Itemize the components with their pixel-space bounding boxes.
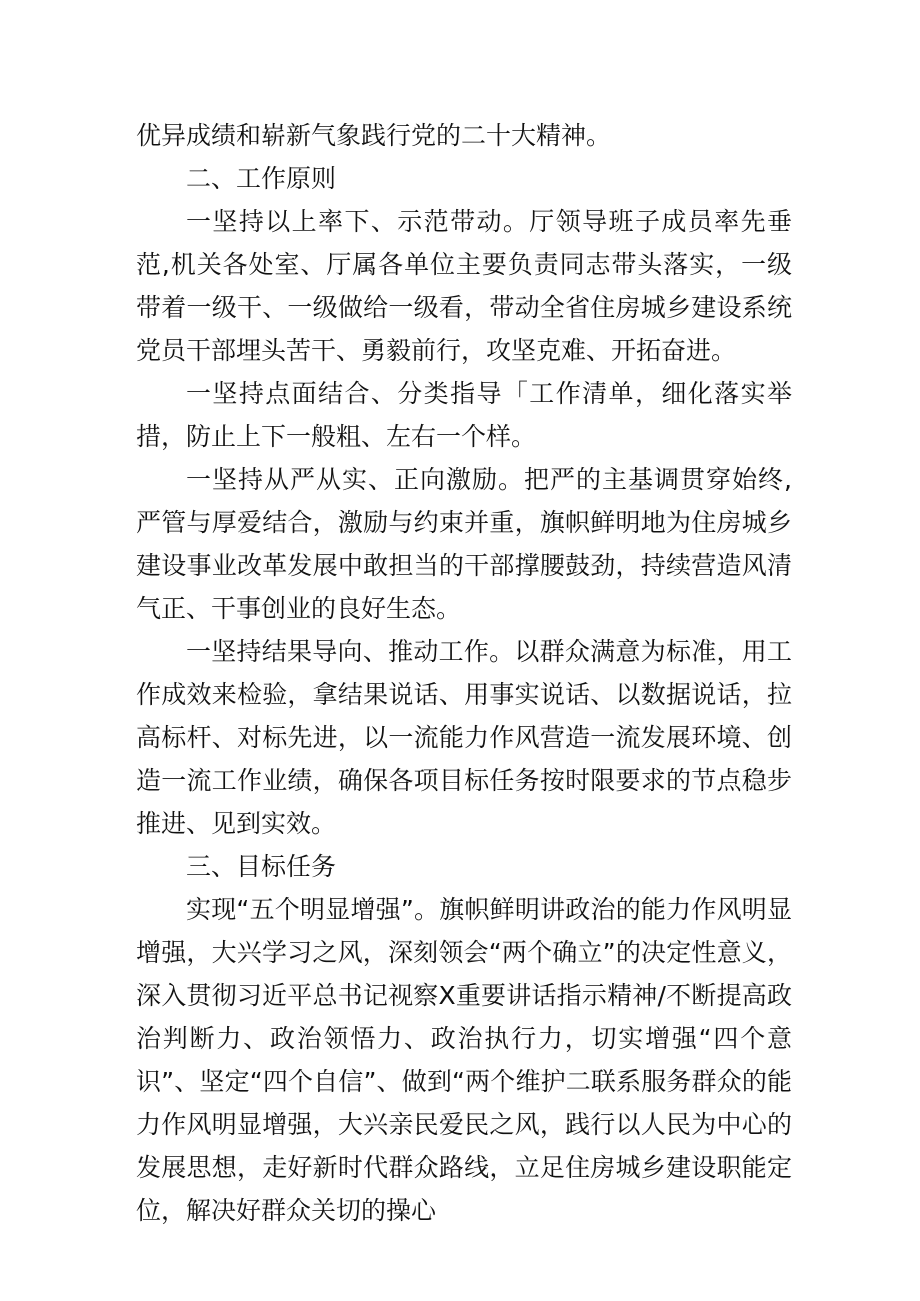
section-heading-goals: 三、目标任务 bbox=[186, 852, 337, 881]
paragraph-principle-1: 一坚持以上率下、示范带动。厅领导班子成员率先垂范,机关各处室、厅属各单位主要负责同志带头落实，一级带着一级干、一级做给一级看，带动全省住房城乡建设系统党员干部埋头苦干、勇毅前行，攻坚克难、开拓奋进。 bbox=[136, 207, 792, 365]
paragraph-goals: 实现“五个明显增强”。旗帜鲜明讲政治的能力作风明显增强，大兴学习之风，深刻领会“两个确立”的决定性意义，深入贯彻习近平总书记视察X重要讲话指示精神/不断提高政治判断力、政治领悟力、政治执行力，切实增强“四个意识”、坚定“四个自信”、做到“两个维护二联系服务群众的能力作风明显增强，大兴亲民爱民之风，践行以人民为中心的发展思想，走好新时代群众路线，立足住房城乡建设职能定位，解决好群众关切的操心 bbox=[136, 895, 792, 1225]
paragraph-1: 优异成绩和崭新气象践行党的二十大精神。 bbox=[136, 121, 612, 150]
paragraph-principle-2: 一坚持点面结合、分类指导「工作清单，细化落实举措，防止上下一般粗、左右一个样。 bbox=[136, 379, 792, 451]
section-heading-principles: 二、工作原则 bbox=[186, 164, 337, 193]
paragraph-principle-4: 一坚持结果导向、推动工作。以群众满意为标准，用工作成效来检验，拿结果说话、用事实说话、以数据说话，拉高标杆、对标先进，以一流能力作风营造一流发展环境、创造一流工作业绩，确保各项目标任务按时限要求的节点稳步推进、见到实效。 bbox=[136, 637, 792, 838]
paragraph-principle-3: 一坚持从严从实、正向激励。把严的主基调贯穿始终,严管与厚爱结合，激励与约束并重，旗帜鲜明地为住房城乡建设事业改革发展中敢担当的干部撑腰鼓劲，持续营造风清气正、干事创业的良好生态。 bbox=[136, 465, 792, 623]
document-body bbox=[136, 114, 792, 1232]
